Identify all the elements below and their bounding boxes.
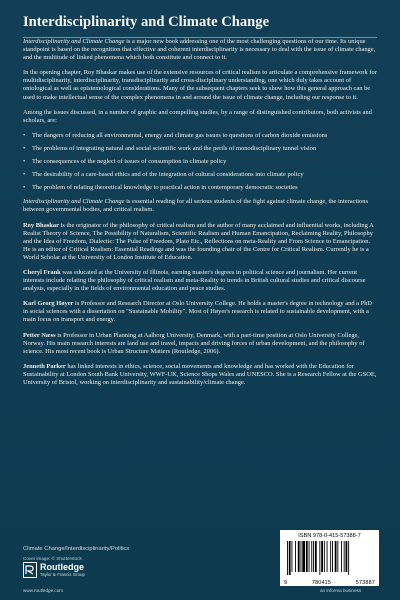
bio-name: Cheryl Frank	[23, 268, 61, 276]
barcode-bar	[319, 541, 320, 575]
barcode-bar	[295, 541, 296, 572]
barcode-bar	[344, 541, 345, 572]
publisher-url: www.routledge.com	[23, 588, 64, 593]
publisher-name: Routledge	[40, 561, 84, 572]
barcode-bar	[348, 541, 349, 575]
bio-name: Jenneth Parker	[23, 362, 66, 370]
essential-text: is essential reading for all serious students of the fight against climate change, the interactions between governmental bodies, and critical realism.	[23, 198, 368, 214]
issue-item: • The desirability of a care-based ethics and of the integration of cultural considerations into climate policy	[23, 171, 377, 179]
bio-paragraph	[23, 269, 377, 293]
intro-lead: Interdisciplinarity and Climate Change	[23, 38, 125, 45]
barcode-bar	[306, 541, 308, 572]
subject-series: Climate Change/Interdisciplinarity/Politics	[23, 546, 130, 552]
publisher-subtitle: Taylor & Francis Group	[40, 571, 85, 577]
book-title: Interdisciplinarity and Climate Change	[23, 14, 270, 30]
barcode-digits-left: 780415	[311, 580, 332, 586]
barcode-bar	[321, 541, 323, 572]
barcode-bar	[287, 541, 288, 575]
issue-item: • The dangers of reducing all environmental, energy and climate gas issues to questions of carbon dioxide emissions	[23, 132, 377, 140]
barcode-bar	[327, 541, 328, 572]
bio-paragraph	[23, 222, 377, 262]
barcode-bar	[315, 541, 317, 572]
bio-text: is the originator of the philosophy of critical realism and the author of many acclaimed and influential works, including A Realist Theory of Science, The Possibility of Naturalism, Scientific Realism and Human Emancipation, Reclaiming Reality, Philosophy and the Idea of Freedom, Dialectic: The Pulse of Freedom, Plato Etc., Reflections on meta-Reality and From Science to Emancipation. He is an editor of Critical Realism: Essential Readings and was the founding chair of the Centre for Critical Realism. Currently he is a World Scholar at the University of London Institute of Education.	[23, 221, 374, 261]
issue-item: • The consequences of the neglect of issues of consumption in climate policy	[23, 158, 377, 166]
barcode-bar	[332, 541, 333, 572]
barcode-bars-icon	[284, 541, 375, 575]
bio-paragraph	[23, 363, 377, 387]
issues-list	[23, 132, 377, 192]
barcode-digit-lead: 9	[284, 580, 288, 586]
barcode-bar	[335, 541, 337, 572]
blurb	[23, 38, 377, 387]
bio-paragraph	[23, 300, 377, 324]
bio-name: Karl Georg Høyer	[23, 300, 74, 308]
barcode-bar	[301, 541, 302, 572]
barcode-bar	[302, 541, 305, 572]
bio-text: is Professor in Urban Planning at Aalborg University, Denmark, with a part-time position at Oslo University College, Norway. His main research interests are land use and travel, impacts and driving forces of urban development, and the philosophy of science. His most recent book is Urban Structure Matters (Routledge, 2006).	[23, 331, 365, 355]
intro-text: is a major new book addressing one of the most challenging questions of our time. Its unique standpoint is based on the recognition that effective and coherent interdisciplinarity is necessary to deal with the issue of climate change, and the multitude of linked phenomena which both constitute and connect to it.	[23, 38, 376, 62]
issues-intro: Among the issues discussed, in a number of graphic and compelling studies, by a range of distinguished contributors, both activists and scholars, are:	[23, 108, 372, 124]
barcode-bar	[346, 541, 348, 572]
bio-text: has linked interests in ethics, science, social movements and knowledge and has worked with the Education for Sustainability at London South Bank University, WWF-UK, Science Shops Wales and UNESCO. She is a Research Fellow at the GSOE, University of Bristol, working on interdisciplinarity and sustainability/climate change.	[23, 362, 377, 386]
bio-name: Petter Næss	[23, 331, 56, 339]
publisher-logo	[23, 562, 85, 578]
barcode-bar	[292, 541, 293, 572]
barcode-bar	[309, 541, 310, 572]
issue-item: • The problem of relating theoretical knowledge to practical action in contemporary democratic societies	[23, 184, 377, 192]
bio-text: was educated at the University of Illinois, earning master's degrees in political science and journalism. Her current interests include relating the philosophy of critical realism and meta-Reality to trends in British cultural studies and critical discourse analysis, especially in the fields of environmental education and peace studies.	[23, 268, 366, 293]
bio-paragraph	[23, 332, 377, 356]
bio-text: is Professor and Research Director at Oslo University College. He holds a master's degree in technology and a PhD in social sciences with a dissertation on "Sustainable Mobility". Most of Høyer's research is related to sustainable development, with a main focus on transport and energy.	[23, 300, 373, 324]
title-rule	[23, 37, 377, 38]
barcode-bar	[313, 541, 314, 572]
barcode-bar	[289, 541, 291, 575]
opening-paragraph: In the opening chapter, Roy Bhaskar makes use of the extensive resources of critical realism to articulate a comprehensive framework for multidisciplinarity, interdisciplinarity, transdisciplinarity and cross-disciplinary understanding, one which duly takes account of ontological as well as epistemological considerations. Many of the subsequent chapters seek to show how this general approach can be used to make intellectual sense of the complex phenomena in and around the issue of climate change, including our response to it.	[23, 69, 377, 101]
bio-name: Roy Bhaskar	[23, 221, 59, 229]
issue-item: • The problems of integrating natural and social scientific work and the perils of monodisciplinary tunnel vision	[23, 145, 377, 153]
barcode-digits	[284, 580, 375, 587]
routledge-logo-icon	[23, 562, 37, 578]
barcode-bar	[311, 541, 312, 572]
barcode-bar	[330, 541, 331, 572]
imprint-text: an informa business	[320, 588, 362, 593]
isbn-label: ISBN 978-0-415-57388-7	[298, 533, 361, 539]
barcode-bar	[298, 541, 300, 572]
intro-paragraph	[23, 38, 377, 62]
barcode-bar	[341, 541, 342, 572]
barcode-bar	[337, 541, 338, 572]
cover-credit: Cover image: © Shutterstock	[23, 556, 82, 561]
barcode-bar	[324, 541, 325, 572]
essential-lead: Interdisciplinarity and Climate Change	[23, 198, 125, 206]
isbn-barcode	[280, 530, 379, 586]
barcode-digits-right: 573887	[355, 580, 375, 586]
essential-paragraph	[23, 198, 377, 214]
